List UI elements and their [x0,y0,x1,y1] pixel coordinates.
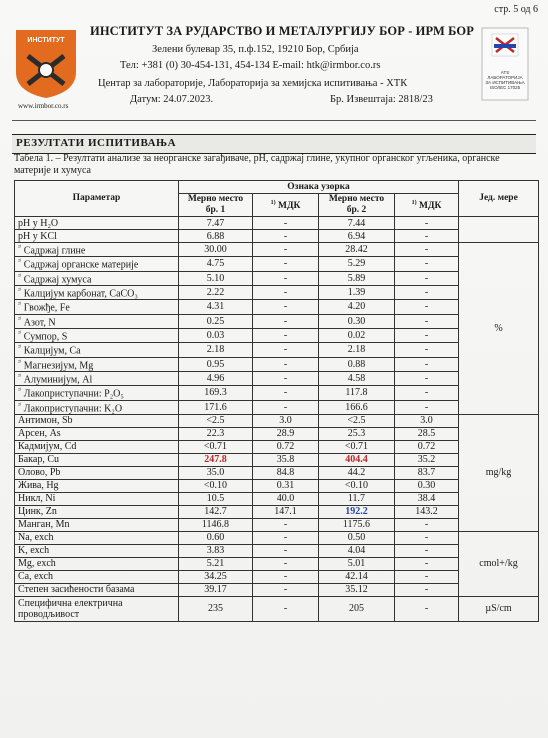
website-text: www.irmbor.co.rs [18,102,69,110]
mdk-value-cell: - [253,570,319,583]
mdk-value-cell: - [253,518,319,531]
param-cell: Степен засићености базама [15,583,179,596]
mdk-value-cell: - [395,570,459,583]
sample-value-cell: 6.94 [319,230,395,243]
sample-value-cell: 35.12 [319,583,395,596]
mdk-value-cell: - [395,386,459,400]
sample-value-cell: <2.5 [319,414,395,427]
unit-cell [459,217,539,243]
sample-value-cell: 0.60 [179,531,253,544]
sample-value-cell: 235 [179,596,253,621]
footnote-mark: ²⁾ [18,388,22,395]
footnote-mark: ²⁾ [18,373,22,380]
footnote-mark: ²⁾ [18,316,22,323]
footnote-mark: ²⁾ [18,273,22,280]
param-cell: Олово, Pb [15,466,179,479]
mdk-value-cell: - [395,300,459,314]
sample-value-cell: 7.47 [179,217,253,230]
mdk-value-cell: - [395,531,459,544]
page-number: стр. 5 од 6 [494,4,538,15]
mdk-value-cell: - [253,300,319,314]
sample-value-cell: 4.58 [319,371,395,385]
center-line: Центар за лабораторије, Лабораторија за хемијска испитивања - ХТК [98,78,408,89]
section-title-bar [12,134,536,154]
param-cell: K, exch [15,544,179,557]
sample-value-cell: 28.42 [319,243,395,257]
param-header: Параметар [15,181,179,217]
param-cell: pH у KCl [15,230,179,243]
footnote-mark: ²⁾ [18,345,22,352]
sample-value-cell: 34.25 [179,570,253,583]
letterhead [12,20,540,116]
mdk-value-cell: - [253,285,319,299]
footnote-mark: ²⁾ [18,359,22,366]
mdk-value-cell: 0.30 [395,479,459,492]
mdk-value-cell: - [395,243,459,257]
mdk-value-cell: 147.1 [253,505,319,518]
sample-value-cell: 171.6 [179,400,253,414]
table-caption: Табела 1. – Резултати анализе за неорганске загађиваче, pH, садржај глине, укупног органског угљеника, органске материје и хумуса [14,153,500,176]
sample-value-cell: 42.14 [319,570,395,583]
sample-value-cell: 192.2 [319,505,395,518]
footnote-mark: ²⁾ [18,302,22,309]
mdk-value-cell: - [395,217,459,230]
mdk-value-cell: - [395,357,459,371]
institute-name: ИНСТИТУТ ЗА РУДАРСТВО И МЕТАЛУРГИЈУ БОР - ИРМ БОР [90,24,474,38]
param-cell: $^{^{2)}}$ Магнезијум, Mg [15,357,179,371]
sample-value-cell: 404.4 [319,453,395,466]
sample-value-cell: 30.00 [179,243,253,257]
unit-cell: mg/kg [459,414,539,531]
sample-value-cell: 0.30 [319,314,395,328]
mdk-value-cell: - [395,285,459,299]
mdk-value-cell: 35.8 [253,453,319,466]
report-number: Бр. Извештаја: 2818/23 [330,94,433,105]
sample-value-cell: 0.03 [179,328,253,342]
mdk-value-cell: - [395,596,459,621]
sample-value-cell: 39.17 [179,583,253,596]
sample1-header: Мерно место бр. 1 [179,194,253,217]
mdk-value-cell: - [395,343,459,357]
mdk-value-cell: - [253,400,319,414]
sample-value-cell: 5.21 [179,557,253,570]
sample-value-cell: 35.0 [179,466,253,479]
sample-value-cell: 1175.6 [319,518,395,531]
param-cell: $^{^{2)}}$ Лакоприступачни: P₂O₅ [15,386,179,400]
mdk-value-cell: - [253,328,319,342]
sample-value-cell: 6.88 [179,230,253,243]
contacts-line: Тел: +381 (0) 30-454-131, 454-134 E-mail: htk@irmbor.co.rs [120,60,381,71]
mdk2-header: $^{1)}$ МДК [395,194,459,217]
sample-value-cell: 44.2 [319,466,395,479]
sample-value-cell: 117.8 [319,386,395,400]
accreditation-badge-icon [480,26,530,102]
mdk-value-cell: - [395,257,459,271]
param-cell: $^{^{2)}}$ Калцијум, Ca [15,343,179,357]
sample-value-cell: <2.5 [179,414,253,427]
param-cell: Жива, Hg [15,479,179,492]
sample-value-cell: <0.10 [179,479,253,492]
param-cell: Бакар, Cu [15,453,179,466]
sample-value-cell: 0.50 [319,531,395,544]
param-cell: pH у H₂O [15,217,179,230]
mdk-value-cell: 83.7 [395,466,459,479]
sample-value-cell: 2.22 [179,285,253,299]
mdk-value-cell: - [395,518,459,531]
param-cell: Антимон, Sb [15,414,179,427]
sample-value-cell: 2.18 [319,343,395,357]
mdk1-header: $^{1)}$ МДК [253,194,319,217]
mdk-value-cell: - [253,583,319,596]
sample-value-cell: 5.01 [319,557,395,570]
footnote-mark: ²⁾ [18,287,22,294]
table-row [15,217,539,230]
table-row [15,531,539,544]
table-row [15,414,539,427]
sample-value-cell: 247.8 [179,453,253,466]
mdk-value-cell: 28.9 [253,427,319,440]
sample-value-cell: 166.6 [319,400,395,414]
param-cell: Специфична електрична проводљивост [15,596,179,621]
unit-cell: % [459,243,539,415]
mdk-value-cell: - [253,596,319,621]
param-cell: Mg, exch [15,557,179,570]
sample-value-cell: <0.71 [319,440,395,453]
mdk-value-cell: 3.0 [253,414,319,427]
table-row [15,243,539,257]
param-cell: $^{^{2)}}$ Азот, N [15,314,179,328]
param-cell: $^{^{2)}}$ Садржај хумуса [15,271,179,285]
section-title: РЕЗУЛТАТИ ИСПИТИВАЊА [16,137,177,149]
sample-value-cell: <0.10 [319,479,395,492]
sample2-header: Мерно место бр. 2 [319,194,395,217]
institute-logo-icon [14,28,78,100]
sample-value-cell: 2.18 [179,343,253,357]
table-row [15,596,539,621]
unit-header: Јед. мере [459,181,539,217]
sample-value-cell: 169.3 [179,386,253,400]
mdk-value-cell: - [253,230,319,243]
mdk-value-cell: - [395,544,459,557]
mdk-value-cell: - [253,531,319,544]
sample-value-cell: 4.75 [179,257,253,271]
mdk-value-cell: 28.5 [395,427,459,440]
mdk-value-cell: 38.4 [395,492,459,505]
results-table [14,180,539,622]
param-cell: Никл, Ni [15,492,179,505]
mdk-value-cell: - [253,544,319,557]
param-cell: $^{^{2)}}$ Калцијум карбонат, CaCO₃ [15,285,179,299]
sample-value-cell: 5.29 [319,257,395,271]
logo-text: ИНСТИТУТ [27,37,65,44]
sample-value-cell: 11.7 [319,492,395,505]
mdk-value-cell: - [395,400,459,414]
param-cell: $^{^{2)}}$ Алуминијум, Al [15,371,179,385]
mdk-value-cell: - [395,557,459,570]
mdk-value-cell: - [253,243,319,257]
sample-value-cell: 3.83 [179,544,253,557]
mdk-value-cell: 0.31 [253,479,319,492]
sample-value-cell: 0.02 [319,328,395,342]
sample-value-cell: 10.5 [179,492,253,505]
footnote-mark: ²⁾ [18,259,22,266]
mdk-value-cell: - [253,257,319,271]
sample-value-cell: 22.3 [179,427,253,440]
sample-value-cell: 1146.8 [179,518,253,531]
mdk-value-cell: - [395,271,459,285]
param-cell: Манган, Mn [15,518,179,531]
footnote-mark: ²⁾ [18,245,22,251]
mdk-value-cell: - [395,328,459,342]
sample-value-cell: 25.3 [319,427,395,440]
sample-value-cell: 5.10 [179,271,253,285]
sample-value-cell: 0.25 [179,314,253,328]
mdk-value-cell: - [395,230,459,243]
mdk-value-cell: - [253,314,319,328]
mdk-value-cell: - [395,314,459,328]
header-separator [12,120,536,121]
param-cell: Na, exch [15,531,179,544]
param-cell: $^{^{2)}}$ Садржај глине [15,243,179,257]
mdk-value-cell: - [253,557,319,570]
group-header: Ознака узорка [179,181,459,194]
mdk-value-cell: - [253,343,319,357]
results-body [15,217,539,622]
sample-value-cell: 4.04 [319,544,395,557]
mdk-value-cell: 0.72 [253,440,319,453]
mdk-value-cell: 143.2 [395,505,459,518]
report-date: Датум: 24.07.2023. [130,94,214,105]
mdk-value-cell: 40.0 [253,492,319,505]
mdk-value-cell: 0.72 [395,440,459,453]
param-cell: $^{^{2)}}$ Гвожђе, Fe [15,300,179,314]
mdk-value-cell: - [253,217,319,230]
mdk-value-cell: - [253,271,319,285]
param-cell: Ca, exch [15,570,179,583]
sample-value-cell: 4.20 [319,300,395,314]
sample-value-cell: 0.88 [319,357,395,371]
mdk-value-cell: 3.0 [395,414,459,427]
mdk-value-cell: - [395,371,459,385]
sample-value-cell: 205 [319,596,395,621]
mdk-value-cell: 84.8 [253,466,319,479]
badge-text: ATS ЛАБОРАТОРИЈА ЗА ИСПИТИВАЊА ISO/IEC 17025 [485,70,525,90]
sample-value-cell: 1.39 [319,285,395,299]
param-cell: $^{^{2)}}$ Лакоприступачни: K₂O [15,400,179,414]
footnote-mark: ²⁾ [18,330,22,337]
param-cell: $^{^{2)}}$ Сумпор, S [15,328,179,342]
param-cell: $^{^{2)}}$ Садржај органске материје [15,257,179,271]
unit-cell: cmol+/kg [459,531,539,596]
sample-value-cell: 4.31 [179,300,253,314]
mdk-value-cell: - [253,357,319,371]
mdk-value-cell: - [253,371,319,385]
param-cell: Кадмијум, Cd [15,440,179,453]
mdk-value-cell: 35.2 [395,453,459,466]
sample-value-cell: 7.44 [319,217,395,230]
mdk-value-cell: - [395,583,459,596]
param-cell: Арсен, As [15,427,179,440]
sample-value-cell: 4.96 [179,371,253,385]
mdk-value-cell: - [253,386,319,400]
param-cell: Цинк, Zn [15,505,179,518]
footnote-mark: ²⁾ [18,402,22,409]
sample-value-cell: 5.89 [319,271,395,285]
sample-value-cell: 0.95 [179,357,253,371]
address-line: Зелени булевар 35, п.ф.152, 19210 Бор, Србија [152,44,359,55]
sample-value-cell: 142.7 [179,505,253,518]
sample-value-cell: <0.71 [179,440,253,453]
unit-cell: µS/cm [459,596,539,621]
